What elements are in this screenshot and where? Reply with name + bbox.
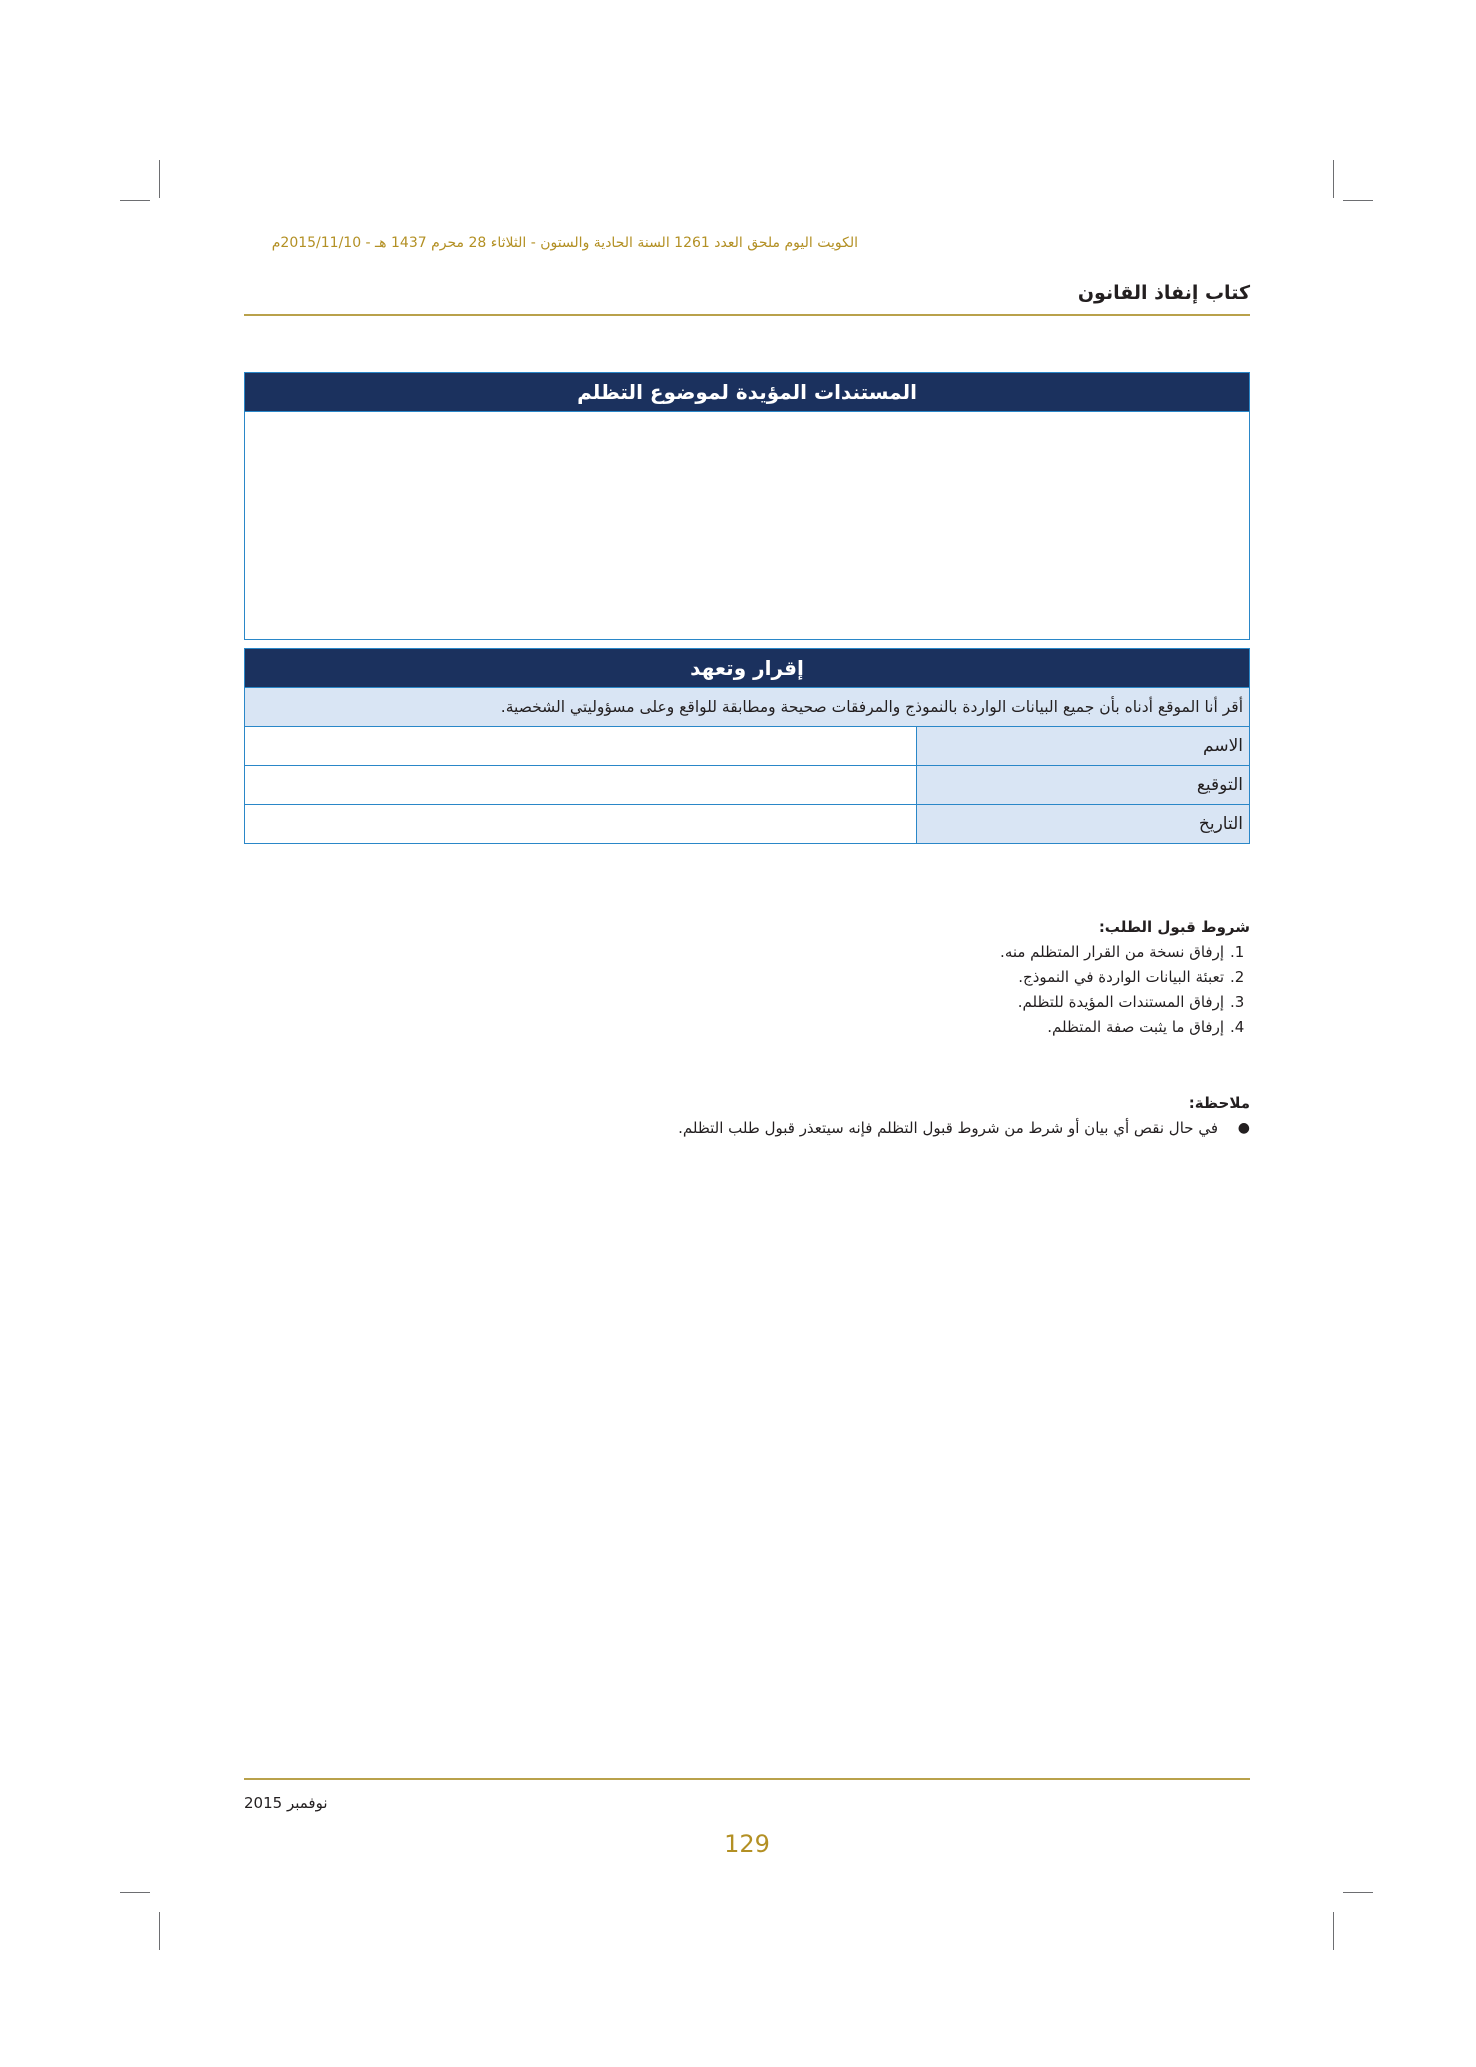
field-label-date: التاريخ (916, 805, 1249, 843)
note-text: في حال نقص أي بيان أو شرط من شروط قبول التظلم فإنه سيتعذر قبول طلب التظلم. (678, 1119, 1218, 1137)
conditions-section (244, 918, 1250, 1040)
field-label-signature: التوقيع (916, 766, 1249, 804)
list-item-number: 1. (1230, 943, 1245, 961)
crop-mark (1333, 1912, 1334, 1950)
documents-panel (244, 372, 1250, 640)
gazette-header-line: الكويت اليوم ملحق العدد 1261 السنة الحادية والستون - الثلاثاء 28 محرم 1437 هـ - 2015/11/10م (271, 235, 858, 251)
field-value-date[interactable] (245, 805, 916, 843)
list-item (244, 965, 1250, 990)
field-row-signature (245, 765, 1249, 804)
footer-date: نوفمبر 2015 (244, 1794, 328, 1812)
crop-mark (159, 160, 160, 198)
list-item (244, 1015, 1250, 1040)
documents-input-area[interactable] (245, 412, 1249, 638)
page-number: 129 (724, 1830, 770, 1858)
list-item (244, 940, 1250, 965)
conditions-list (244, 940, 1250, 1040)
field-value-signature[interactable] (245, 766, 916, 804)
field-row-name (245, 726, 1249, 765)
crop-mark (1343, 200, 1373, 201)
note-heading: ملاحظة: (1188, 1094, 1250, 1112)
list-item-text: إرفاق ما يثبت صفة المتظلم. (1047, 1018, 1224, 1036)
list-item-text: إرفاق المستندات المؤيدة للتظلم. (1017, 993, 1224, 1011)
crop-mark (1343, 1892, 1373, 1893)
bullet-icon: ● (1237, 1120, 1250, 1136)
header-rule (244, 314, 1250, 316)
section-title: كتاب إنفاذ القانون (1077, 282, 1250, 304)
list-item-text: إرفاق نسخة من القرار المتظلم منه. (1000, 943, 1224, 961)
documents-panel-title: المستندات المؤيدة لموضوع التظلم (245, 373, 1249, 412)
crop-mark (1333, 160, 1334, 198)
field-row-date (245, 804, 1249, 843)
list-item-number: 4. (1230, 1018, 1245, 1036)
list-item (244, 990, 1250, 1015)
declaration-panel (244, 648, 1250, 844)
list-item-text: تعبئة البيانات الواردة في النموذج. (1018, 968, 1224, 986)
list-item-number: 3. (1230, 993, 1245, 1011)
footer-rule (244, 1778, 1250, 1780)
field-value-name[interactable] (245, 727, 916, 765)
crop-mark (120, 200, 150, 201)
note-section (244, 1094, 1250, 1141)
list-item-number: 2. (1230, 968, 1245, 986)
crop-mark (120, 1892, 150, 1893)
note-item (244, 1116, 1250, 1141)
field-label-name: الاسم (916, 727, 1249, 765)
crop-mark (159, 1912, 160, 1950)
conditions-heading: شروط قبول الطلب: (1098, 918, 1250, 936)
declaration-statement: أقر أنا الموقع أدناه بأن جميع البيانات الواردة بالنموذج والمرفقات صحيحة ومطابقة للواقع وعلى مسؤوليتي الشخصية. (245, 688, 1249, 726)
declaration-panel-title: إقرار وتعهد (245, 649, 1249, 688)
